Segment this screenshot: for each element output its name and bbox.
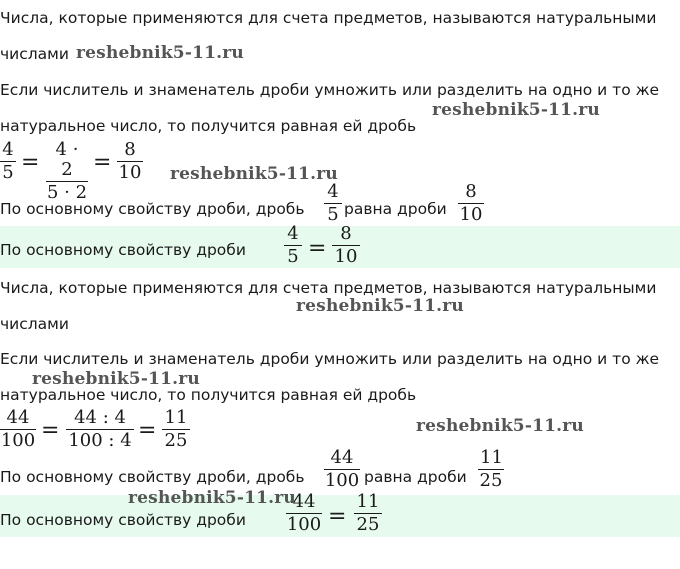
fraction: $\frac{4 \cdot 2}{5 \cdot 2}$ — [46, 139, 88, 203]
fraction: $\frac{11}{25}$ — [162, 408, 190, 451]
equals-sign: = — [138, 418, 157, 443]
fraction: $\frac{8}{10}$ — [118, 139, 142, 183]
watermark: reshebnik5-11.ru — [170, 164, 338, 184]
watermark: reshebnik5-11.ru — [416, 416, 584, 436]
fraction: $\frac{44}{100}$ — [324, 447, 360, 491]
paragraph-property-2: По основному свойству дроби, дробь — [0, 468, 305, 486]
paragraph-natural-numbers-2-cont: числами — [0, 315, 69, 333]
equals-sign: = — [21, 150, 40, 175]
watermark: reshebnik5-11.ru — [76, 43, 244, 63]
paragraph-fraction-rule-1-cont: натуральное число, то получится равная ей дробь — [0, 117, 417, 135]
fraction: $\frac{4}{5}$ — [322, 182, 346, 226]
equation-2 — [0, 406, 200, 454]
fraction: $\frac{8}{10}$ — [459, 181, 483, 225]
fraction: $\frac{44 : 4}{100 : 4}$ — [66, 408, 134, 451]
paragraph-fraction-rule-1: Если числитель и знаменатель дроби умножить или разделить на одно и то же — [0, 81, 660, 99]
paragraph-property-1-mid: равна дроби — [344, 200, 447, 218]
equals-sign: = — [93, 150, 112, 175]
paragraph-property-2-mid: равна дроби — [364, 468, 467, 486]
paragraph-property-1: По основному свойству дроби, дробь — [0, 200, 305, 218]
fraction: $\frac{4}{5}$ — [0, 140, 16, 183]
paragraph-natural-numbers-1: Числа, которые применяются для счета предметов, называются натуральными — [0, 9, 657, 27]
equals-sign: = — [41, 418, 60, 443]
fraction: $\frac{44}{100}$ — [0, 407, 36, 451]
equation-1 — [0, 138, 160, 203]
watermark: reshebnik5-11.ru — [128, 488, 296, 508]
watermark: reshebnik5-11.ru — [296, 296, 464, 316]
equation-conclusion-1: $\frac{4}{5}$ = $\frac{8}{10}$ — [282, 224, 372, 268]
watermark: reshebnik5-11.ru — [32, 369, 200, 389]
paragraph-fraction-rule-2-cont: натуральное число, то получится равная ей дробь — [0, 386, 417, 404]
watermark: reshebnik5-11.ru — [432, 100, 600, 120]
conclusion-2: По основному свойству дроби — [0, 511, 246, 529]
paragraph-natural-numbers-2: Числа, которые применяются для счета предметов, называются натуральными — [0, 279, 657, 297]
fraction: $\frac{11}{25}$ — [479, 447, 503, 491]
paragraph-fraction-rule-2: Если числитель и знаменатель дроби умножить или разделить на одно и то же — [0, 350, 660, 368]
paragraph-natural-numbers-1-cont: числами — [0, 45, 69, 63]
conclusion-1: По основному свойству дроби — [0, 241, 246, 259]
equation-conclusion-2: $\frac{44}{100}$ = $\frac{11}{25}$ — [284, 492, 394, 537]
